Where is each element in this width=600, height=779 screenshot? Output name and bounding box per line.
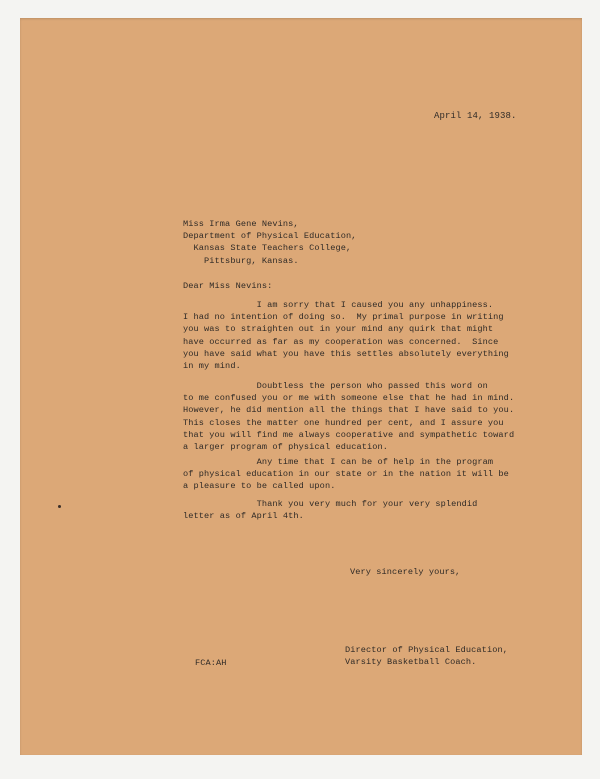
recipient-address <box>183 218 356 267</box>
paper-speck <box>58 505 61 508</box>
letter-paper <box>20 18 582 755</box>
letter-date: April 14, 1938. <box>434 111 517 121</box>
body-paragraph-2: Doubtless the person who passed this word on to me confused you or me with someone else that he had in mind. However, he did mention all the things that I have said to you. This closes the matter one hundred per cent, and I assure you that you will find me always cooperative and sympathetic toward a larger program of physical education. <box>183 381 515 453</box>
signature-title-1: Director of Physical Education, <box>345 645 508 655</box>
complimentary-close: Very sincerely yours, <box>350 567 461 577</box>
salutation: Dear Miss Nevins: <box>183 281 273 291</box>
recipient-line-1: Miss Irma Gene Nevins, <box>183 219 299 229</box>
signature-title-2: Varsity Basketball Coach. <box>345 657 477 668</box>
recipient-line-3: Kansas State Teachers College, <box>183 243 352 254</box>
body-paragraph-1: I am sorry that I caused you any unhappiness. I had no intention of doing so. My primal purpose in writing you was to straighten out in your mind any quirk that might have occurred as far as my cooperation was concerned. Since you have said what you have this settles absolutely everything in my mind. <box>183 300 509 372</box>
recipient-line-2: Department of Physical Education, <box>183 231 357 242</box>
body-paragraph-3: Any time that I can be of help in the program of physical education in our state or in the nation it will be a pleasure to be called upon. <box>183 457 509 492</box>
body-paragraph-4: Thank you very much for your very splendid letter as of April 4th. <box>183 499 478 522</box>
recipient-line-4: Pittsburg, Kansas. <box>183 255 299 266</box>
typist-initials: FCA:AH <box>195 658 227 668</box>
signature-block <box>345 644 508 668</box>
